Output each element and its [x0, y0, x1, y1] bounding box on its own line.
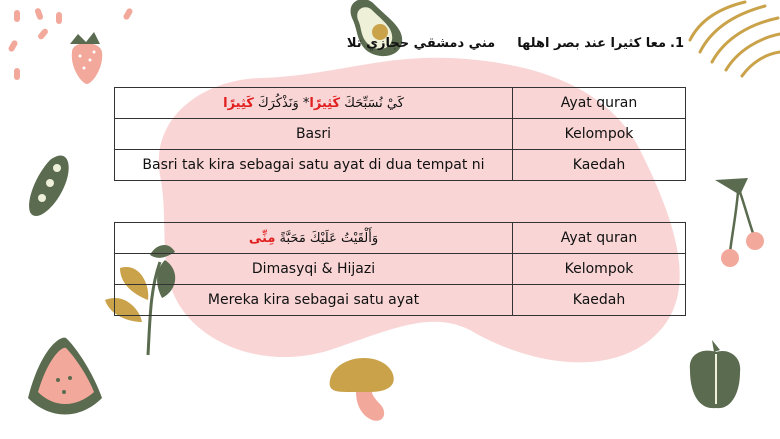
highlight-word: كَثِيرًا	[223, 95, 254, 111]
ayat-cell: كَيْ نُسَبِّحَكَ كَثِيرًا* وَنَذْكُرَكَ كَثِيرًا	[115, 88, 513, 119]
highlight-word: مِنِّى	[248, 230, 276, 246]
cherries-icon	[715, 178, 764, 267]
table-row	[115, 150, 686, 181]
heading-text-a: معا كثيرا عند بصر اهلها	[517, 36, 666, 51]
mushroom-icon	[330, 358, 394, 421]
watermelon-icon	[28, 338, 102, 415]
table-row	[115, 223, 686, 254]
pea-pod-icon	[29, 155, 69, 216]
wheat-arcs-icon	[690, 2, 780, 76]
table-row	[115, 88, 686, 119]
table-row	[115, 285, 686, 316]
kelompok-cell: Basri	[115, 119, 513, 150]
heading-text-b: مني دمشقي حجازي تلا	[346, 36, 496, 51]
row-label: Kelompok	[513, 119, 686, 150]
ayat-cell: وَأَلْقَيْتُ عَلَيْكَ مَحَبَّةً مِنِّى	[115, 223, 513, 254]
row-label: Kaedah	[513, 150, 686, 181]
strawberry-icon	[70, 32, 102, 84]
bell-pepper-icon	[690, 340, 740, 408]
row-label: Ayat quran	[513, 88, 686, 119]
slide-heading	[347, 36, 684, 51]
qiraat-table-2	[114, 222, 686, 316]
row-label: Kelompok	[513, 254, 686, 285]
highlight-word: كَثِيرًا	[309, 95, 341, 111]
heading-number: 1.	[670, 36, 684, 51]
row-label: Kaedah	[513, 285, 686, 316]
kaedah-cell: Basri tak kira sebagai satu ayat di dua tempat ni	[115, 150, 513, 181]
kelompok-cell: Dimasyqi & Hijazi	[115, 254, 513, 285]
table-row	[115, 119, 686, 150]
row-label: Ayat quran	[513, 223, 686, 254]
qiraat-table-1	[114, 87, 686, 181]
table-row	[115, 254, 686, 285]
kaedah-cell: Mereka kira sebagai satu ayat	[115, 285, 513, 316]
